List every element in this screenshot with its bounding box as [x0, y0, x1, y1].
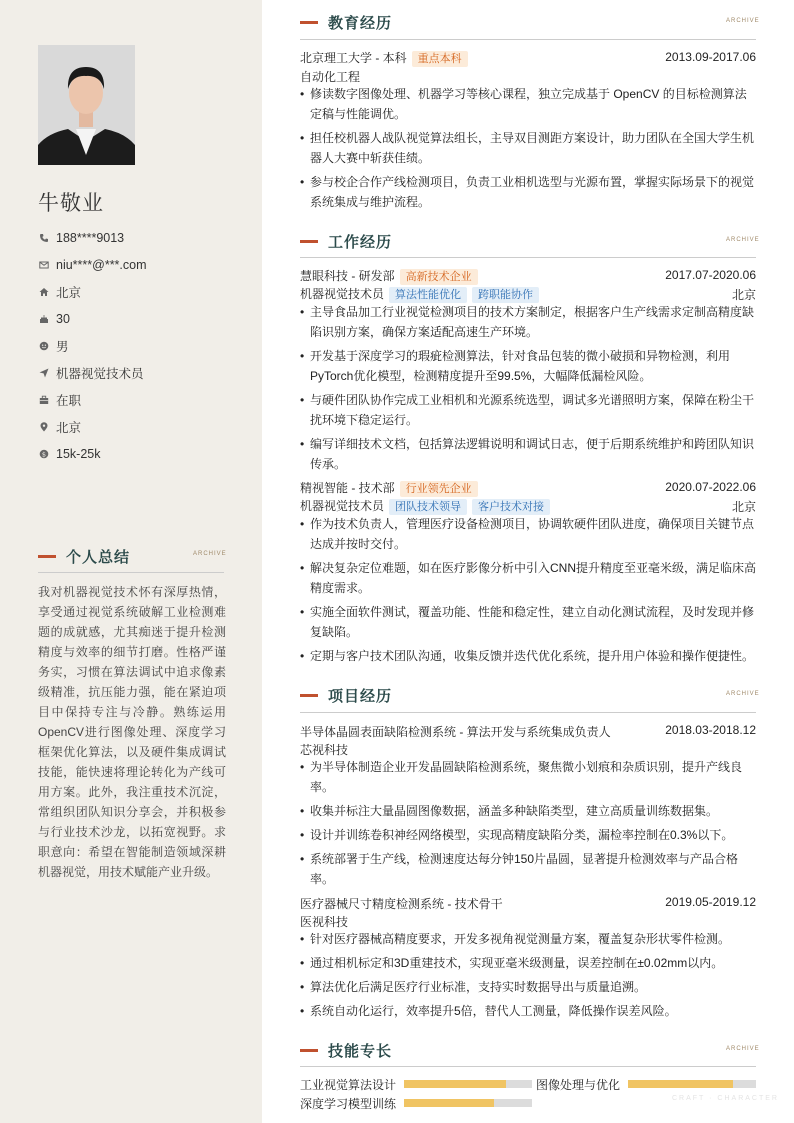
project-bullet: • 为半导体制造企业开发晶圆缺陷检测系统，聚焦微小划痕和杂质识别，提升产线良率。 — [300, 757, 756, 797]
education-major: 自动化工程 — [300, 70, 361, 84]
send-icon — [38, 368, 49, 379]
location-icon — [38, 422, 49, 433]
project-name: 医疗器械尺寸精度检测系统 - 技术骨干 — [300, 897, 503, 911]
contact-info-row — [38, 256, 147, 274]
summary-tag: ARCHIVE — [193, 551, 227, 557]
contact-info-text: niu****@***.com — [56, 258, 147, 272]
projects-title: 项目经历 — [328, 688, 393, 705]
skills-tag: ARCHIVE — [726, 1046, 760, 1052]
job-bullet: • 实施全面软件测试，覆盖功能、性能和稳定性，建立自动化测试流程，及时发现并修复缺陷。 — [300, 602, 756, 642]
contact-info-row — [38, 310, 70, 328]
projects-header — [300, 685, 392, 706]
project-bullet: • 针对医疗器械高精度要求，开发多视角视觉测量方案，覆盖复杂形状零件检测。 — [300, 929, 756, 949]
contact-info-row — [38, 418, 81, 436]
job-tag: 团队技术领导 — [389, 499, 467, 515]
job-bullet: • 开发基于深度学习的瑕疵检测算法，针对食品包装的微小破损和异物检测，利用PyTorch优化模型，检测精度提升至99.5%，大幅降低漏检风险。 — [300, 346, 756, 386]
contact-info-row — [38, 337, 69, 355]
section-accent-bar — [300, 1049, 318, 1052]
section-divider — [38, 572, 224, 573]
mail-icon — [38, 260, 49, 271]
job-company-line — [300, 479, 478, 497]
summary-text: 我对机器视觉技术怀有深厚热情，享受通过视觉系统破解工业检测难题的成就感，尤其痴迷于提升检测精度与效率的细节打磨。性格严谨务实，习惯在算法调试中追求像素级精准，抗压能力强，能在紧迫项目中保持专注与冷静。熟练运用OpenCV进行图像处理、深度学习框架优化算法，以及硬件集成调试技能，能快速将理论转化为产线可用方案。此外，我注重技术沉淀，常组织团队知识分享会，并积极参与行业技术沙龙，以拓宽视野。求职意向：希望在智能制造领域深耕机器视觉，用技术赋能产业升级。 — [38, 585, 226, 879]
contact-info-row — [38, 364, 144, 382]
job-company-line — [300, 267, 478, 285]
job-tag: 客户技术对接 — [472, 499, 550, 515]
home-icon — [38, 287, 49, 298]
job-bullet: • 作为技术负责人，管理医疗设备检测项目，协调软硬件团队进度，确保项目关键节点达成并按时交付。 — [300, 514, 756, 554]
job-role-line — [300, 285, 539, 303]
section-accent-bar — [300, 240, 318, 243]
job-bullet: • 主导食品加工行业视觉检测项目的技术方案制定，根据客户生产线需求定制高精度缺陷识别方案，确保方案适配高速生产环境。 — [300, 302, 756, 342]
contact-info-text: 30 — [56, 312, 70, 326]
job-date: 2020.07-2022.06 — [665, 480, 756, 494]
contact-info-row — [38, 391, 81, 409]
education-title: 教育经历 — [328, 15, 393, 32]
job-role: 机器视觉技术员 — [300, 287, 385, 301]
project-bullet: • 系统部署于生产线，检测速度达每分钟150片晶圆，显著提升检测效率与产品合格率。 — [300, 849, 756, 889]
briefcase-icon — [38, 395, 49, 406]
cake-icon — [38, 314, 49, 325]
projects-tag: ARCHIVE — [726, 691, 760, 697]
job-company: 精视智能 - 技术部 — [300, 481, 395, 495]
skill-name: 图像处理与优化 — [536, 1078, 621, 1092]
project-bullet: • 算法优化后满足医疗行业标准，支持实时数据导出与质量追溯。 — [300, 977, 756, 997]
contact-info-text: 男 — [56, 340, 69, 354]
job-date: 2017.07-2020.06 — [665, 268, 756, 282]
education-date: 2013.09-2017.06 — [665, 50, 756, 64]
contact-info-text: 在职 — [56, 394, 82, 408]
job-tag: 算法性能优化 — [389, 287, 467, 303]
project-bullet: • 收集并标注大量晶圆图像数据，涵盖多种缺陷类型，建立高质量训练数据集。 — [300, 801, 756, 821]
svg-text:$: $ — [41, 450, 46, 459]
project-bullet: • 系统自动化运行，效率提升5倍，替代人工测量，降低操作误差风险。 — [300, 1001, 756, 1021]
candidate-name: 牛敬业 — [38, 192, 104, 215]
job-tag: 跨职能协作 — [472, 287, 539, 303]
job-city: 北京 — [731, 500, 756, 514]
job-company-badge: 高新技术企业 — [400, 269, 478, 285]
project-bullet: • 通过相机标定和3D重建技术，实现亚毫米级测量，误差控制在±0.02mm以内。 — [300, 953, 756, 973]
work-header — [300, 231, 392, 252]
education-header — [300, 12, 392, 33]
job-bullet: • 解决复杂定位难题，如在医疗影像分析中引入CNN提升精度至亚毫米级，满足临床高精度需求。 — [300, 558, 756, 598]
skill-bar — [404, 1099, 532, 1107]
watermark: CRAFT · CHARACTER — [672, 1095, 779, 1102]
salary-icon — [38, 449, 49, 460]
section-accent-bar — [300, 694, 318, 697]
section-accent-bar — [300, 21, 318, 24]
skill-bar — [404, 1080, 532, 1088]
job-city: 北京 — [731, 288, 756, 302]
contact-info-text: 188****9013 — [56, 231, 125, 245]
education-bullet: • 参与校企合作产线检测项目，负责工业相机选型与光源布置，掌握实际场景下的视觉系统集成与维护流程。 — [300, 172, 756, 212]
profile-photo — [38, 45, 135, 165]
education-bullet: • 担任校机器人战队视觉算法组长，主导双目测距方案设计，助力团队在全国大学生机器人大赛中斩获佳绩。 — [300, 128, 756, 168]
summary-title: 个人总结 — [66, 549, 131, 566]
project-date: 2019.05-2019.12 — [665, 895, 756, 909]
job-role-line — [300, 497, 550, 515]
section-accent-bar — [38, 555, 56, 558]
section-divider — [300, 712, 756, 713]
contact-info-text: 北京 — [56, 421, 82, 435]
job-bullet: • 与硬件团队协作完成工业相机和光源系统选型，调试多光谱照明方案，保障在粉尘干扰环境下稳定运行。 — [300, 390, 756, 430]
school-name: 北京理工大学 - 本科 — [300, 51, 407, 65]
job-role: 机器视觉技术员 — [300, 499, 385, 513]
work-tag: ARCHIVE — [726, 237, 760, 243]
skill-bar-fill — [628, 1080, 733, 1088]
skill-bar — [628, 1080, 756, 1088]
section-divider — [300, 1066, 756, 1067]
education-bullet: • 修读数字图像处理、机器学习等核心课程，独立完成基于 OpenCV 的目标检测算法定稿与性能调优。 — [300, 84, 756, 124]
job-company: 慧眼科技 - 研发部 — [300, 269, 395, 283]
contact-info-text: 15k-25k — [56, 447, 101, 461]
skills-header — [300, 1040, 392, 1061]
education-tag: ARCHIVE — [726, 18, 760, 24]
skills-title: 技能专长 — [328, 1043, 393, 1060]
contact-info-row — [38, 445, 100, 463]
job-company-badge: 行业领先企业 — [400, 481, 478, 497]
project-name: 半导体晶圆表面缺陷检测系统 - 算法开发与系统集成负责人 — [300, 725, 611, 739]
skill-name: 深度学习模型训练 — [300, 1097, 397, 1111]
contact-info-text: 北京 — [56, 286, 82, 300]
work-title: 工作经历 — [328, 234, 393, 251]
school-line — [300, 49, 468, 67]
user-icon — [38, 341, 49, 352]
contact-info-row — [38, 283, 81, 301]
project-org: 芯视科技 — [300, 743, 349, 757]
phone-icon — [38, 233, 49, 244]
job-bullet: • 编写详细技术文档，包括算法逻辑说明和调试日志，便于后期系统维护和跨团队知识传承。 — [300, 434, 756, 474]
project-date: 2018.03-2018.12 — [665, 723, 756, 737]
school-badge: 重点本科 — [412, 51, 468, 67]
section-divider — [300, 39, 756, 40]
skill-bar-fill — [404, 1099, 494, 1107]
project-org: 医视科技 — [300, 915, 349, 929]
project-bullet: • 设计并训练卷积神经网络模型，实现高精度缺陷分类，漏检率控制在0.3%以下。 — [300, 825, 756, 845]
contact-info-text: 机器视觉技术员 — [56, 367, 144, 381]
skill-name: 工业视觉算法设计 — [300, 1078, 397, 1092]
section-divider — [300, 257, 756, 258]
job-bullet: • 定期与客户技术团队沟通，收集反馈并迭代优化系统，提升用户体验和操作便捷性。 — [300, 646, 756, 666]
skill-bar-fill — [404, 1080, 506, 1088]
contact-info-row — [38, 229, 124, 247]
summary-header — [38, 546, 130, 567]
